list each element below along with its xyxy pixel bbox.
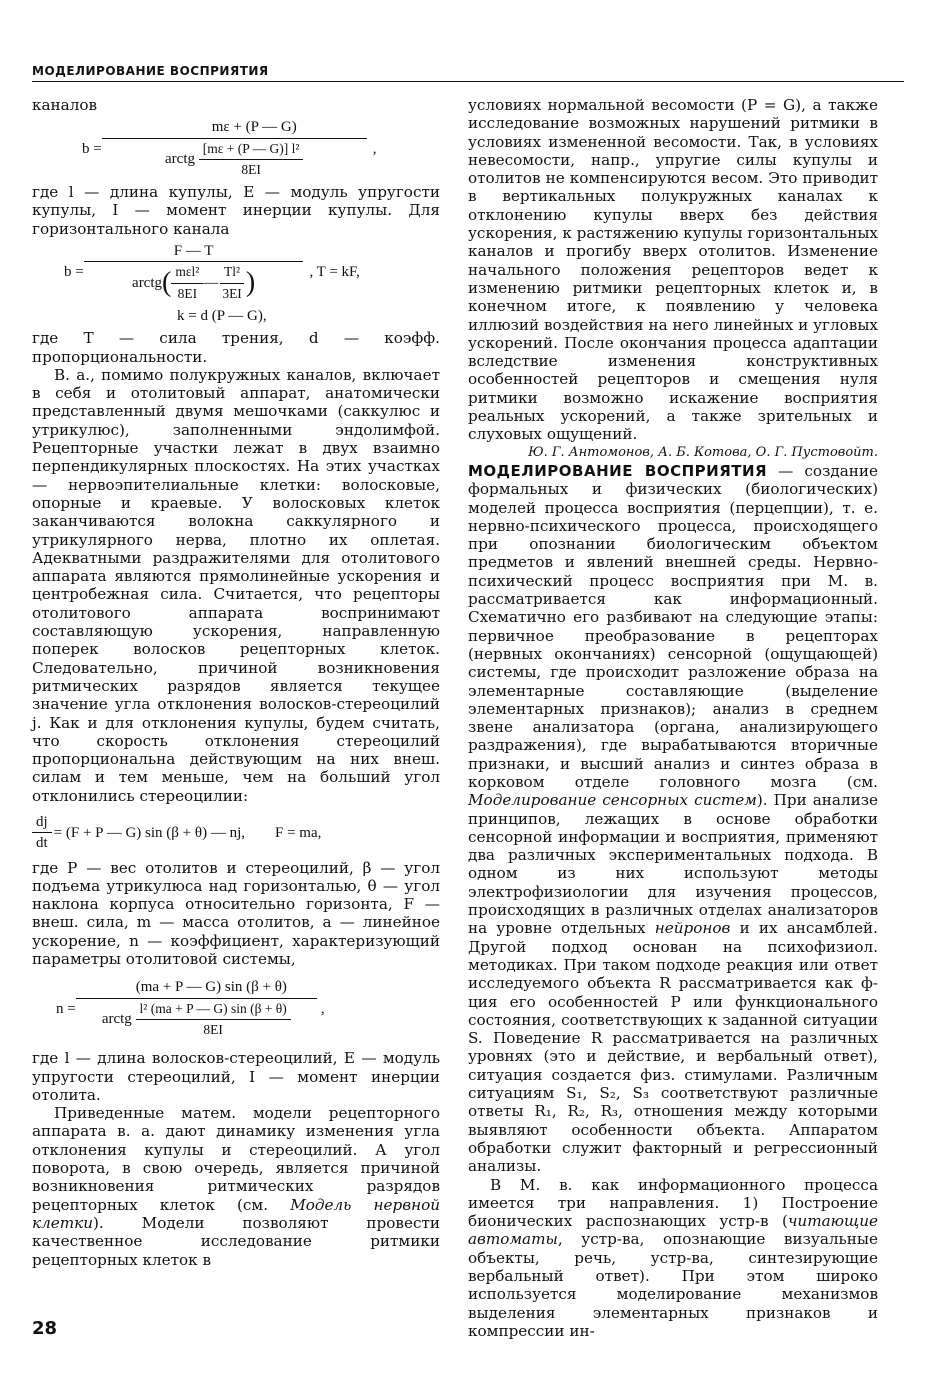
- running-head: МОДЕЛИРОВАНИЕ ВОСПРИЯТИЯ: [32, 64, 269, 78]
- formula-lhs: b =: [82, 140, 102, 157]
- formula-fraction: [84, 242, 304, 303]
- cross-ref-neurons[interactable]: нейронов: [654, 919, 731, 938]
- formula-tail: ,: [372, 140, 377, 157]
- inner-numerator: l² (ma + P — G) sin (β + θ): [136, 1000, 291, 1020]
- formula-otolith-n: [32, 978, 440, 1039]
- fraction-b-num: Tl²: [220, 263, 244, 283]
- authors: Ю. Г. Антомонов, А. Б. Котова, О. Г. Пустовойт.: [528, 444, 878, 460]
- article-term: МОДЕЛИРОВАНИЕ ВОСПРИЯТИЯ: [468, 461, 768, 480]
- paragraph-6-text-a: Приведенные матем. модели рецепторного аппарата в. а. дают динамику изменения угла отклонения купулы и стереоцилий. А угол поворота, в свою очередь, является причиной возникновения ритмических разрядов рецепторных клеток (см.: [32, 1104, 440, 1214]
- fraction-b: [218, 263, 246, 303]
- formula-lhs: n =: [56, 1000, 76, 1017]
- formula-denominator: [128, 262, 259, 303]
- formula-fraction: [76, 978, 317, 1039]
- paragraph-5: где l — длина волосков-стереоцилий, E — модуль упругости стереоцилий, I — момент инерции отолита.: [32, 1049, 440, 1104]
- arctg-label: arctg: [165, 151, 195, 168]
- right-column: [468, 96, 878, 1340]
- formula-otolith-rate: [32, 813, 440, 853]
- paragraph-r3: [468, 1176, 878, 1341]
- inner-denominator: 8EI: [203, 1021, 223, 1037]
- cross-ref-reading-machines[interactable]: читающие автоматы: [468, 1212, 878, 1249]
- fraction-a-den: 8EI: [177, 285, 198, 301]
- formula-numerator: (ma + P — G) sin (β + θ): [76, 978, 317, 998]
- formula-denominator: [98, 999, 295, 1040]
- paragraph-r3-text-a: В М. в. как информационного процесса имеется три направления. 1) Построение бионических распознающих устр-в (: [468, 1175, 878, 1231]
- derivative-num: dj: [32, 813, 52, 833]
- formula-lhs: b =: [64, 264, 84, 281]
- fraction-a-num: mεl²: [171, 263, 203, 283]
- formula-cupula-vertical: [32, 118, 440, 179]
- paragraph-r3-text-b: , устр-ва, опознающие визуальные объекты, речь, устр-ва, синтезирующие вербальный ответ). При этом широко используется моделирование механизмов выделения элементарных признаков и компрессии ин-: [468, 1230, 878, 1340]
- page-header: [32, 60, 904, 79]
- paragraph-r1: условиях нормальной весомости (P = G), а также исследование возможных нарушений ритмики в условиях измененной весомости. Так, в условиях невесомости, напр., упругие силы купулы и отолитов не компенсируются весом. Это приводит в вертикальных полукружных каналах к отклонению купулы вверх без действия ускорения, к растяжению купулы горизонтальных каналов и прогибу вверх отолитов. Изменение начального положения рецепторов ведет к изменению ритмики рецепторных клеток и, в конечном итоге, к появлению у человека иллюзий воздействия на него линейных и угловых ускорений. После окончания процесса адаптации вследствие изменения конструктивных особенностей рецепторов и смещения нуля ритмики возможно искажение восприятия реальных ускорений, а также зрительных и слуховых ощущений.: [468, 96, 878, 444]
- cross-ref-sensory-systems[interactable]: Моделирование сенсорных систем: [468, 791, 757, 810]
- article-text-a: — создание формальных и физических (биологических) моделей процесса восприятия (перцепции), т. е. нервно-психического процесса, происходящего при опознании биологическим объектом предметов и явлений внешней среды. Нервно-психический процесс восприятия при М. в. рассматривается как информационный. Схематично его разбивают на следующие этапы: первичное преобразование в рецепторах (нервных окончаниях) сенсорной (ощущающей) системы, где происходит разложение образа на элементарные составляющие (выделение элементарных признаков); анализ в среднем звене анализатора (органа, анализирующего раздражения), где вырабатываются вторичные признаки, и высший анализ и синтез образа в корковом отделе головного мозга (см.: [468, 461, 878, 791]
- formula-cupula-horizontal: [32, 242, 440, 303]
- formula-denominator: [161, 139, 307, 180]
- article-text-b: ). При анализе принципов, лежащих в основе обработки сенсорной информации и восприятия, применяют два различных экспериментальных подхода. В одном из них используют методы электрофизиологии для изучения процессов, происходящих в различных отделах анализаторов на уровне отдельных: [468, 791, 878, 938]
- arctg-label: arctg: [132, 275, 163, 292]
- formula-tail: ,: [320, 1000, 325, 1017]
- formula-numerator: F — T: [84, 242, 304, 262]
- minus-sign: —: [203, 275, 219, 292]
- paragraph-4: где P — вес отолитов и стереоцилий, β — угол подъема утрикулюса над горизонталью, θ — угол наклона корпуса относительно горизонта, F — внеш. сила, m — масса отолитов, a — линейное ускорение, n — коэффициент, характеризующий параметры отолитовой системы,: [32, 858, 440, 969]
- inner-denominator: 8EI: [241, 161, 261, 177]
- fraction-b-den: 3EI: [222, 285, 242, 301]
- derivative-fraction: [32, 813, 52, 853]
- left-column: [32, 96, 440, 1269]
- inner-fraction: [199, 140, 304, 180]
- formula-fraction: [102, 118, 367, 179]
- formula-k: [32, 307, 440, 325]
- paren-close: ): [245, 267, 256, 299]
- formula-rest: = (F + P — G) sin (β + θ) — nj,: [53, 824, 245, 841]
- formula-numerator: mε + (P — G): [102, 118, 367, 138]
- paren-open: (: [162, 267, 172, 299]
- paragraph-intro: каналов: [32, 96, 98, 114]
- formula-k-text: k = d (P — G),: [177, 307, 267, 324]
- derivative-den: dt: [36, 835, 48, 852]
- arctg-label: arctg: [101, 1011, 132, 1028]
- inner-numerator: [mε + (P — G)] l²: [199, 140, 304, 160]
- fraction-a: [171, 263, 203, 303]
- paragraph-6-text-b: ). Модели позволяют провести качественное исследование ритмики рецепторных клеток в: [32, 1213, 440, 1269]
- page-number: 28: [32, 1318, 58, 1339]
- formula-tail: , T = kF,: [309, 264, 360, 281]
- header-rule: [32, 81, 904, 82]
- formula-tail: F = ma,: [274, 824, 322, 841]
- article-text-c: и их ансамблей. Другой подход основан на психофизиол. методиках. При таком подходе реакция или ответ исследуемого объекта R рассматривается как ф-ция его особенностей P или функционального состояния, соответствующих к заданной ситуации S. Поведение R рассматривается на различных уровнях (это и действие, и вербальный ответ), ситуация создается физ. стимулами. Различным ситуациям S₁, S₂, S₃ соответствуют различные ответы R₁, R₂, R₃, отношения между которыми выявляют особенности объекта. Аппаратом обработки служит факторный и регрессионный анализы.: [468, 919, 879, 1176]
- paragraph-1: где l — длина купулы, E — модуль упругости купулы, I — момент инерции купулы. Для горизонтального канала: [32, 183, 440, 238]
- article-moделирование-восприятия: [468, 462, 878, 1176]
- inner-fraction: [136, 1000, 291, 1040]
- paragraph-6: [32, 1104, 440, 1269]
- paragraph-2: где T — сила трения, d — коэфф. пропорциональности.: [32, 329, 440, 366]
- paragraph-3: В. а., помимо полукружных каналов, включает в себя и отолитовый аппарат, анатомически представленный двумя мешочками (саккулюс и утрикулюс), заполненными эндолимфой. Рецепторные участки лежат в двух взаимно перпендикулярных плоскостях. На этих участках — нервоэпителиальные клетки: волосковые, опорные и краевые. У волосковых клеток заканчиваются волокна саккулярного и утрикулярного нерва, плотно их оплетая. Адекватными раздражителями для отолитового аппарата являются прямолинейные ускорения и центробежная сила. Считается, что рецепторы отолитового аппарата воспринимают составляющую ускорения, направленную поперек волосков рецепторных клеток. Следовательно, причиной возникновения ритмических разрядов является текущее значение угла отклонения волосков-стереоцилий j. Как и для отклонения купулы, будем считать, что скорость отклонения стереоцилий пропорциональна действующим на них внеш. силам и тем меньше, чем на больший угол отклонились стереоцилии:: [32, 365, 440, 805]
- cross-ref-neuron-model[interactable]: Модель нервной клетки: [32, 1195, 441, 1232]
